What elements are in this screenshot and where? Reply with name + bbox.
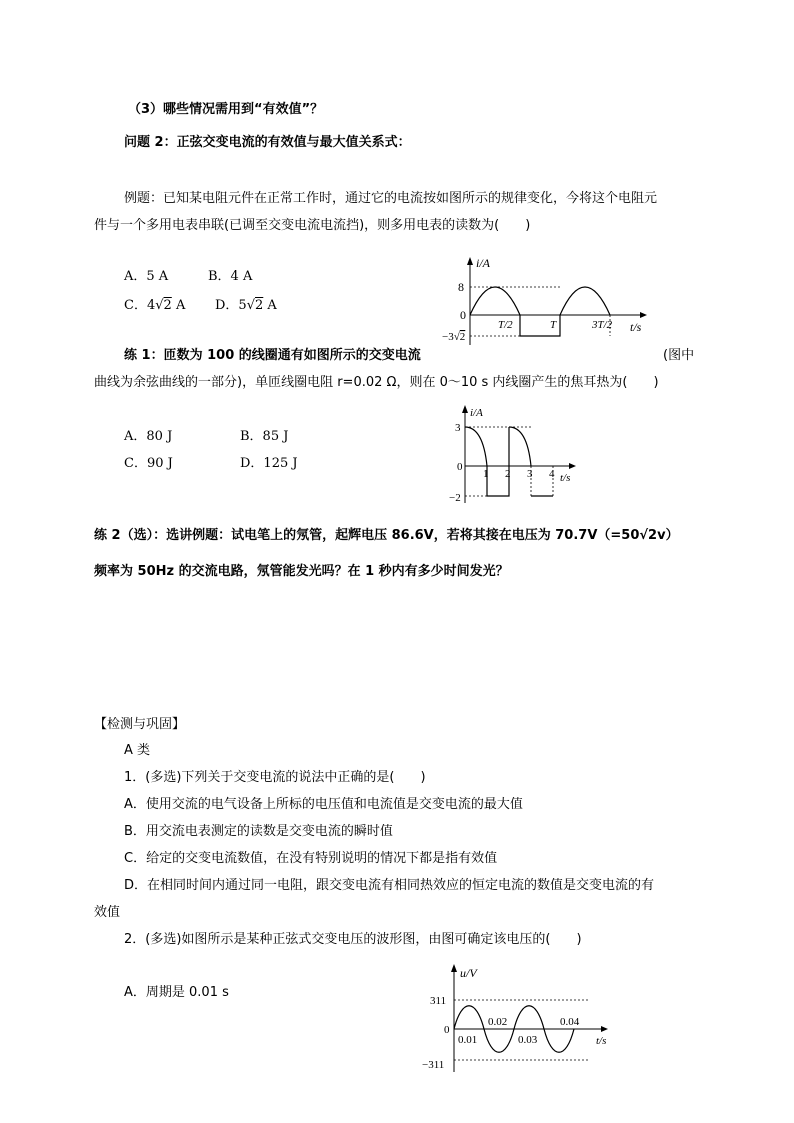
problem2-heading: 问题 2：正弦交变电流的有效值与最大值关系式： <box>124 135 411 150</box>
y-axis-label: i/A <box>470 407 483 419</box>
tick-x004: 0.04 <box>560 1016 580 1028</box>
figure-3-voltage-graph <box>420 962 615 1075</box>
question-1-option-d-line2: 效值 <box>94 905 121 920</box>
cosine-quarter-1 <box>465 427 487 466</box>
figure-1-current-graph <box>440 255 655 350</box>
question-1: 1．(多选)下列关于交变电流的说法中正确的是( ) <box>124 770 426 785</box>
tick-x3: 3 <box>527 468 533 480</box>
cosine-quarter-2 <box>509 427 531 466</box>
practice2-line1: 练 2（选）：选讲例题：试电笔上的氖管，起辉电压 86.6V，若将其接在电压为 70.7V（=50√2v） <box>94 528 679 543</box>
tick-x2: 2 <box>505 468 511 480</box>
tick-x003: 0.03 <box>518 1034 538 1046</box>
practice1-line1-end: (图中 <box>663 348 695 363</box>
sine-half-1 <box>470 287 520 315</box>
tick-T: T <box>550 319 557 331</box>
tick-x1: 1 <box>483 468 489 480</box>
tick-T2: T/2 <box>498 319 513 331</box>
practice1-option-c: C．90 J <box>124 456 173 471</box>
option-c-prefix: C．4 <box>124 298 156 313</box>
x-axis-arrow <box>640 312 647 318</box>
example-line1: 例题：已知某电阻元件在正常工作时，通过它的电流按如图所示的规律变化，今将这个电阻元 <box>124 191 658 206</box>
class-a-label: A 类 <box>124 743 151 758</box>
option-c-radicand: 2 <box>163 298 172 313</box>
practice1-option-a: A．80 J <box>124 429 173 444</box>
option-c-unit: A <box>175 298 186 313</box>
tick-x001: 0.01 <box>458 1034 478 1046</box>
y-axis-label: u/V <box>460 966 477 980</box>
sqrt-sign: √ <box>155 298 164 313</box>
practice1-line1: 练 1：匝数为 100 的线圈通有如图所示的交变电流 <box>124 348 421 363</box>
y-axis-label: i/A <box>476 256 490 270</box>
figure-2-current-graph <box>445 405 580 505</box>
option-d-unit: A <box>267 298 277 313</box>
tick-0: 0 <box>444 1024 450 1036</box>
y-axis-arrow <box>467 257 473 265</box>
tick-neg2: −2 <box>449 492 461 504</box>
question-2-option-a: A．周期是 0.01 s <box>124 985 229 1000</box>
example-option-c <box>124 297 185 315</box>
y-axis-arrow <box>462 405 468 413</box>
question-1-option-b: B．用交流电表测定的读数是交变电流的瞬时值 <box>124 824 393 839</box>
tick-neg: −3√2 <box>442 331 466 343</box>
tick-3T2: 3T/2 <box>592 319 613 331</box>
x-axis-label: t/s <box>560 472 571 484</box>
question-1-option-d-line1: D．在相同时间内通过同一电阻，跟交变电流有相同热效应的恒定电流的数值是交变电流的有 <box>124 878 655 893</box>
section-title: 【检测与巩固】 <box>94 717 186 732</box>
practice1-option-d: D．125 J <box>240 456 298 471</box>
option-d-radicand: 2 <box>255 298 264 313</box>
tick-311: 311 <box>430 995 447 1007</box>
tick-x4: 4 <box>549 468 555 480</box>
option-d-prefix: D．5 <box>215 298 247 313</box>
tick-8: 8 <box>458 280 464 294</box>
tick-0: 0 <box>460 308 466 322</box>
tick-x002: 0.02 <box>488 1016 508 1028</box>
tick-3: 3 <box>455 422 461 434</box>
x-axis-arrow <box>569 463 576 469</box>
sqrt-sign: √ <box>246 298 255 313</box>
example-line2: 件与一个多用电表串联(已调至交变电流电流挡)，则多用电表的读数为( ) <box>94 218 531 233</box>
question-1-option-a: A．使用交流的电气设备上所标的电压值和电流值是交变电流的最大值 <box>124 797 523 812</box>
practice1-line2: 曲线为余弦曲线的一部分)，单匝线圈电阻 r=0.02 Ω，则在 0～10 s 内线圈产生的焦耳热为( ) <box>94 375 659 390</box>
x-axis-arrow <box>601 1026 608 1032</box>
example-option-b: B．4 A <box>208 269 253 284</box>
example-option-d <box>215 297 277 315</box>
example-option-a: A．5 A <box>124 269 169 284</box>
sine-half-2 <box>560 287 610 315</box>
q3-heading: （3）哪些情况需用到“有效值”？ <box>128 102 324 117</box>
tick-0: 0 <box>457 461 463 473</box>
question-1-option-c: C．给定的交变电流数值，在没有特别说明的情况下都是指有效值 <box>124 851 498 866</box>
y-axis-arrow <box>451 964 457 972</box>
x-axis-label: t/s <box>596 1035 607 1047</box>
negative-pulse-1 <box>487 427 509 496</box>
tick-neg311: −311 <box>422 1059 445 1071</box>
x-axis-label: t/s <box>630 320 642 334</box>
practice1-option-b: B．85 J <box>240 429 289 444</box>
question-2: 2．(多选)如图所示是某种正弦式交变电压的波形图，由图可确定该电压的( ) <box>124 932 582 947</box>
practice2-line2: 频率为 50Hz 的交流电路，氖管能发光吗？在 1 秒内有多少时间发光？ <box>94 564 509 579</box>
